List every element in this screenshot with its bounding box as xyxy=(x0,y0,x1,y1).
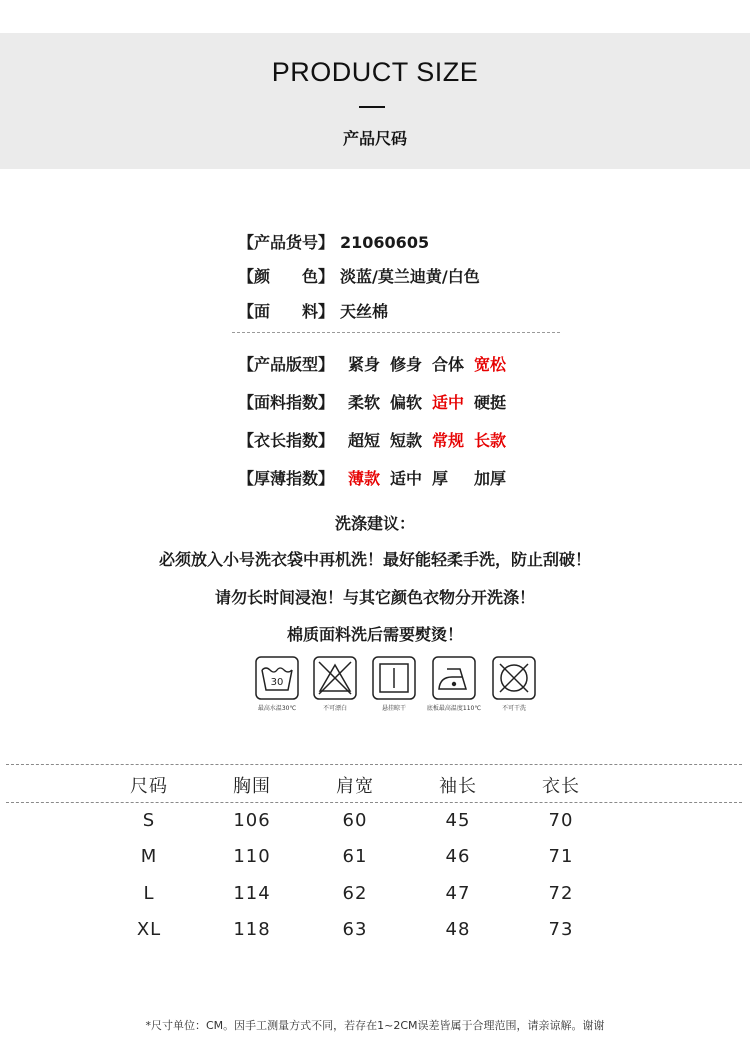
table-cell: 106 xyxy=(233,810,271,831)
wash-temperature: 30 xyxy=(270,677,284,688)
table-cell: 71 xyxy=(548,846,574,867)
scale-option: 宽松 xyxy=(474,355,507,374)
info-label: 【面 料】 xyxy=(238,302,335,321)
size-footnote: *尺寸单位：CM。因手工测量方式不同，若存在1~2CM误差皆属于合理范围，请亲谅解。谢谢 xyxy=(145,1019,605,1032)
scale-row xyxy=(238,428,516,451)
table-cell: XL xyxy=(136,919,162,940)
table-header-cell: 胸围 xyxy=(233,776,271,797)
table-cell: 70 xyxy=(548,810,574,831)
scale-option: 紧身 xyxy=(348,355,381,374)
washing-line: 请勿长时间浸泡！与其它颜色衣物分开洗涤！ xyxy=(214,588,535,607)
care-caption: 不可干洗 xyxy=(501,705,526,712)
scale-option: 加厚 xyxy=(474,469,507,488)
table-cell: 48 xyxy=(445,919,471,940)
table-cell: 118 xyxy=(233,919,271,940)
table-cell: S xyxy=(142,810,156,831)
wash-30-icon xyxy=(255,656,299,700)
scale-option: 长款 xyxy=(474,431,507,450)
table-cell: 47 xyxy=(445,883,471,904)
scale-option: 常规 xyxy=(432,431,465,450)
washing-line: 棉质面料洗后需要熨烫！ xyxy=(286,625,463,644)
scale-option: 柔软 xyxy=(348,393,381,412)
scale-option: 偏软 xyxy=(390,393,423,412)
scale-label: 【产品版型】 xyxy=(238,355,335,374)
table-cell: L xyxy=(143,883,155,904)
scale-option: 厚 xyxy=(432,469,465,488)
table-header-divider xyxy=(6,802,742,803)
table-cell: 62 xyxy=(342,883,368,904)
table-header-cell: 尺码 xyxy=(130,776,168,797)
table-header-cell: 肩宽 xyxy=(336,776,374,797)
table-cell: 45 xyxy=(445,810,471,831)
no-bleach-icon xyxy=(313,656,357,700)
scale-option: 短款 xyxy=(390,431,423,450)
scale-label: 【面料指数】 xyxy=(238,393,335,412)
table-top-divider xyxy=(6,764,742,765)
scale-option: 适中 xyxy=(390,469,423,488)
info-value: 21060605 xyxy=(340,233,430,252)
info-label: 【颜 色】 xyxy=(238,267,335,286)
table-cell: 73 xyxy=(548,919,574,940)
scale-row xyxy=(238,352,516,375)
product-number-row xyxy=(238,230,429,253)
info-label: 【产品货号】 xyxy=(238,233,335,252)
care-caption: 底板最高温度110℃ xyxy=(426,705,482,712)
scale-option: 超短 xyxy=(348,431,381,450)
info-value: 天丝棉 xyxy=(340,302,389,321)
page-subtitle: 产品尺码 xyxy=(342,129,407,148)
table-cell: 114 xyxy=(233,883,271,904)
header-band xyxy=(0,33,750,169)
table-cell: 61 xyxy=(342,846,368,867)
care-caption: 最高水温30℃ xyxy=(257,705,297,712)
product-color-row xyxy=(238,264,480,287)
table-cell: 63 xyxy=(342,919,368,940)
table-cell: 72 xyxy=(548,883,574,904)
scale-option: 薄款 xyxy=(348,469,381,488)
scale-option: 适中 xyxy=(432,393,465,412)
info-divider xyxy=(232,332,560,333)
table-cell: 110 xyxy=(233,846,271,867)
no-dry-clean-icon xyxy=(492,656,536,700)
page-title: PRODUCT SIZE xyxy=(271,57,479,87)
care-caption: 悬挂晾干 xyxy=(381,705,406,712)
washing-line: 必须放入小号洗衣袋中再机洗！最好能轻柔手洗，防止刮破！ xyxy=(158,550,591,569)
table-header-cell: 袖长 xyxy=(439,776,477,797)
table-cell: 46 xyxy=(445,846,471,867)
scale-label: 【厚薄指数】 xyxy=(238,469,335,488)
scale-option: 合体 xyxy=(432,355,465,374)
scale-row xyxy=(238,466,516,489)
care-caption: 不可漂白 xyxy=(322,705,347,712)
iron-icon xyxy=(432,656,476,700)
washing-title: 洗涤建议： xyxy=(334,514,415,533)
title-underline xyxy=(359,106,385,108)
table-cell: M xyxy=(140,846,158,867)
scale-option: 硬挺 xyxy=(474,393,507,412)
scale-label: 【衣长指数】 xyxy=(238,431,335,450)
scale-option: 修身 xyxy=(390,355,423,374)
scale-row xyxy=(238,390,516,413)
info-value: 淡蓝/莫兰迪黄/白色 xyxy=(340,267,480,286)
table-cell: 60 xyxy=(342,810,368,831)
hang-dry-icon xyxy=(372,656,416,700)
product-fabric-row xyxy=(238,299,388,322)
table-header-cell: 衣长 xyxy=(542,776,580,797)
